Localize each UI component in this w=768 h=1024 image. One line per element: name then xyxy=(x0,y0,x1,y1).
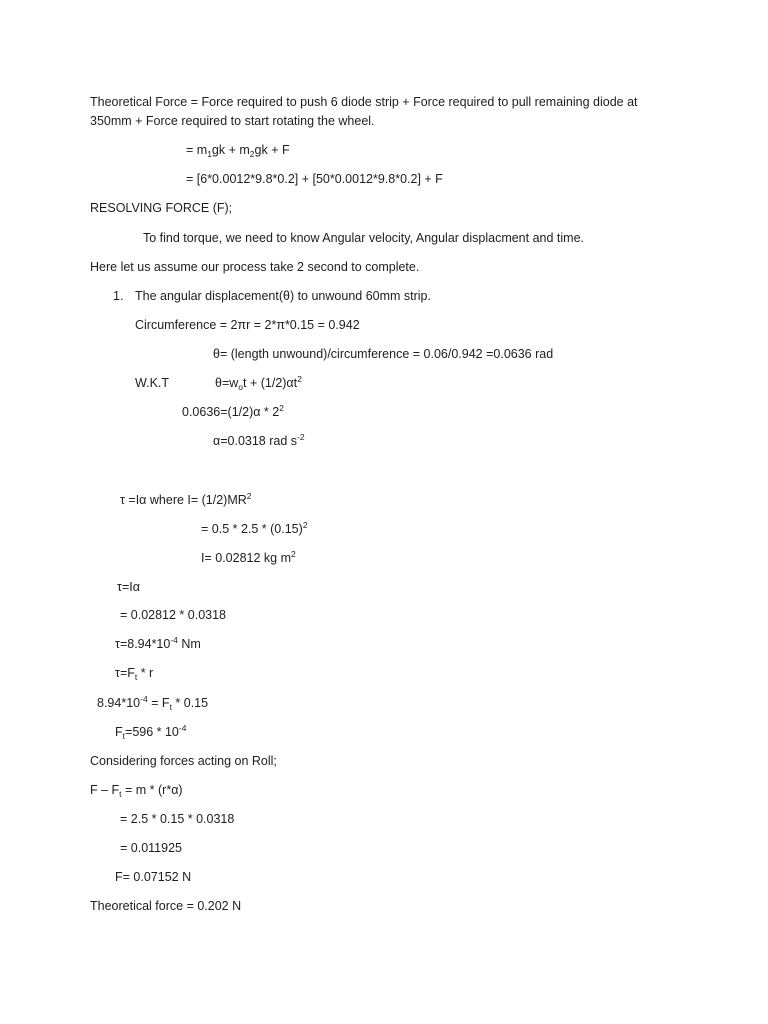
alpha-result: α=0.0318 rad $s^{-2}$ xyxy=(213,432,305,448)
torque-definition: τ =Iα where $I= (1/2)MR^2$ xyxy=(120,491,252,507)
list-number-1: 1. xyxy=(113,289,124,303)
tangential-force-result: $F_t=596 * 10^{-4}$ xyxy=(115,723,187,741)
torque-equation: τ=Iα xyxy=(117,580,140,594)
paragraph-find-torque: To find torque, we need to know Angular velocity, Angular displacment and time. xyxy=(143,231,584,245)
inertia-calculation: = $0.5 * 2.5 * (0.15)^2$ xyxy=(201,520,308,536)
force-balance-equation: $F - F_t = m * (r*\alpha)$ xyxy=(90,783,183,799)
equation-mass-force: = $m_1gk + m_2gk + F$ xyxy=(186,143,290,159)
force-calculation: = 2.5 * 0.15 * 0.0318 xyxy=(120,812,235,826)
inertia-result: I= 0.02812 kg $m^2$ xyxy=(201,549,296,565)
theta-equation: θ= (length unwound)/circumference = 0.06/0.942 =0.0636 rad xyxy=(213,347,554,361)
section-heading-resolving-force: RESOLVING FORCE (F); xyxy=(90,201,233,215)
theoretical-force-result: Theoretical force = 0.202 N xyxy=(90,899,242,913)
torque-result: $\tau=8.94*10^{-4}$ Nm xyxy=(115,635,201,651)
torque-force-relation: $\tau=F_t * r$ xyxy=(115,666,154,682)
torque-calculation: = 0.02812 * 0.0318 xyxy=(120,608,226,622)
intro-line-2: 350mm + Force required to start rotating the wheel. xyxy=(90,114,375,128)
equation-substitution: = [6*0.0012*9.8*0.2] + [50*0.0012*9.8*0.2] + F xyxy=(186,172,443,186)
circumference-equation: Circumference = 2πr = 2*π*0.15 = 0.942 xyxy=(135,318,360,332)
force-calculation-value: = 0.011925 xyxy=(120,841,182,855)
paragraph-assumption: Here let us assume our process take 2 second to complete. xyxy=(90,260,420,274)
intro-line-1: Theoretical Force = Force required to push 6 diode strip + Force required to pull remaining diode at xyxy=(90,95,638,109)
list-item-angular-displacement: The angular displacement(θ) to unwound 60mm strip. xyxy=(135,289,431,303)
kinematic-equation: $\theta=w_ot + (1/2)\alpha t^2$ xyxy=(215,374,302,392)
kinematic-substitution: $0.0636=(1/2)\alpha * 2^2$ xyxy=(182,403,284,419)
tangential-force-equation: $8.94*10^{-4} = F_t * 0.15$ xyxy=(97,694,209,712)
paragraph-considering-forces: Considering forces acting on Roll; xyxy=(90,754,277,768)
force-result: F= 0.07152 N xyxy=(115,870,192,884)
wkt-label: W.K.T xyxy=(135,376,170,390)
